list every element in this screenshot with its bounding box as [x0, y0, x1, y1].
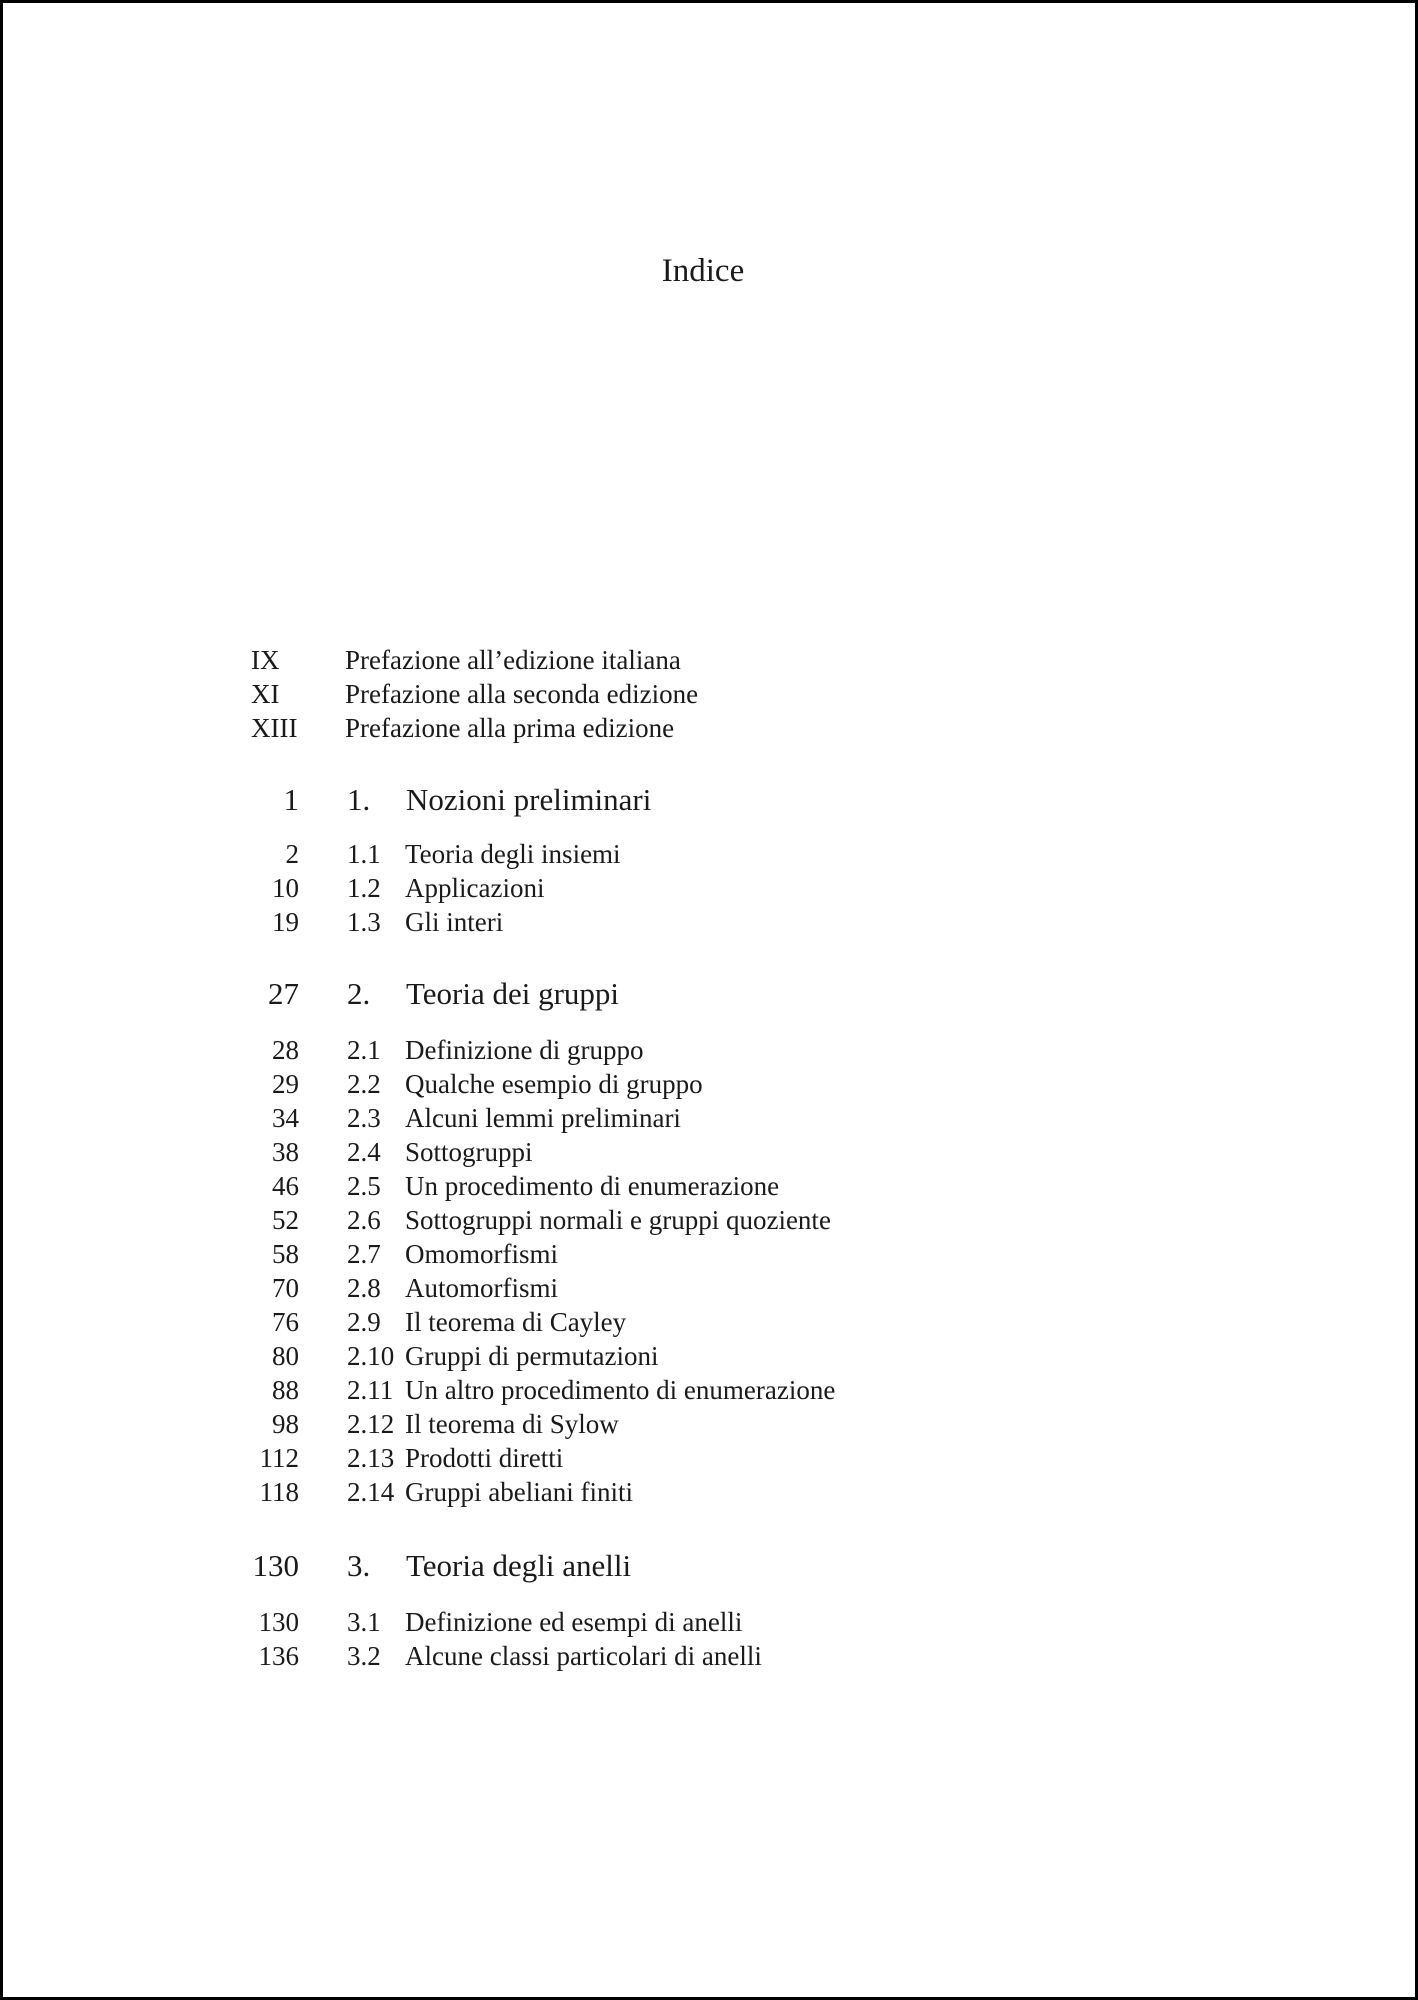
toc-page-number: 10 [272, 873, 299, 903]
toc-page-number: 2 [285, 839, 299, 869]
toc-page-number: 58 [272, 1239, 299, 1269]
toc-section-number: 2.11 [347, 1375, 394, 1405]
toc-page-number: 46 [272, 1171, 299, 1201]
toc-section-number: 2.4 [347, 1137, 381, 1167]
toc-page-number: 136 [258, 1641, 299, 1671]
toc-section-number: 1.1 [347, 839, 381, 869]
toc-section-number: 2.5 [347, 1171, 381, 1201]
toc-section-number: 1.3 [347, 907, 381, 937]
toc-page-number: 88 [272, 1375, 299, 1405]
toc-section-title: Prodotti diretti [405, 1443, 564, 1473]
toc-page-number: 130 [258, 1607, 299, 1637]
toc-section-number: 2.1 [347, 1035, 381, 1065]
toc-section-number: 2.7 [347, 1239, 381, 1269]
toc-section-number: 2.12 [347, 1409, 395, 1439]
toc-section-title: Sottogruppi [405, 1137, 533, 1167]
toc-page-number: XIII [251, 713, 298, 743]
toc-section-title: Il teorema di Cayley [405, 1307, 627, 1337]
toc-page-number: 27 [268, 976, 299, 1011]
toc-page-number: 98 [272, 1409, 299, 1439]
toc-page-number: IX [251, 645, 280, 675]
page-title: Indice [661, 253, 745, 289]
toc-section-number: 2.14 [347, 1477, 395, 1507]
toc-section-title: Gruppi abeliani finiti [405, 1477, 633, 1507]
toc-page-number: 38 [272, 1137, 299, 1167]
toc-section-number: 3.2 [347, 1641, 381, 1671]
toc-section-title: Gruppi di permutazioni [405, 1341, 659, 1371]
toc-section-number: 2.13 [347, 1443, 395, 1473]
toc-section-number: 2.8 [347, 1273, 381, 1303]
toc-page-number: 29 [272, 1069, 299, 1099]
toc-chapter-number: 3. [347, 1548, 371, 1583]
toc-section-title: Teoria degli insiemi [405, 839, 621, 869]
toc-page-number: 112 [259, 1443, 299, 1473]
toc-section-title: Alcune classi particolari di anelli [405, 1641, 762, 1671]
toc-section-number: 3.1 [347, 1607, 381, 1637]
toc-page-number: 76 [272, 1307, 299, 1337]
toc-page-number: 130 [252, 1548, 299, 1583]
toc-section-title: Il teorema di Sylow [405, 1409, 619, 1439]
toc-chapter-title: Teoria degli anelli [406, 1548, 632, 1583]
toc-section-number: 2.3 [347, 1103, 381, 1133]
toc-chapter-number: 2. [347, 976, 371, 1011]
toc-section-number: 2.6 [347, 1205, 381, 1235]
toc-chapter-number: 1. [347, 782, 371, 817]
toc-section-title: Definizione di gruppo [405, 1035, 644, 1065]
toc-chapter-title: Nozioni preliminari [406, 782, 652, 817]
toc-page-number: XI [251, 679, 280, 709]
toc-section-title: Definizione ed esempi di anelli [405, 1607, 743, 1637]
toc-section-title: Applicazioni [405, 873, 545, 903]
toc-section-title: Un altro procedimento di enumerazione [405, 1375, 836, 1405]
toc-section-number: 1.2 [347, 873, 381, 903]
toc-section-title: Gli interi [405, 907, 504, 937]
toc-section-title: Qualche esempio di gruppo [405, 1069, 703, 1099]
toc-section-title: Automorfismi [405, 1273, 558, 1303]
toc-section-title: Alcuni lemmi preliminari [405, 1103, 681, 1133]
toc-entry-title: Prefazione alla seconda edizione [345, 679, 699, 709]
toc-page-number: 19 [272, 907, 299, 937]
toc-section-title: Un procedimento di enumerazione [405, 1171, 780, 1201]
toc-page-number: 34 [272, 1103, 299, 1133]
toc-page-number: 28 [272, 1035, 299, 1065]
toc-section-number: 2.9 [347, 1307, 381, 1337]
toc-section-title: Omomorfismi [405, 1239, 558, 1269]
toc-page-number: 70 [272, 1273, 299, 1303]
toc-page-number: 80 [272, 1341, 299, 1371]
toc-section-number: 2.2 [347, 1069, 381, 1099]
toc-page-number: 1 [283, 782, 299, 817]
toc-page-number: 118 [259, 1477, 299, 1507]
toc-chapter-title: Teoria dei gruppi [406, 976, 620, 1011]
toc-entry-title: Prefazione alla prima edizione [345, 713, 675, 743]
toc-section-number: 2.10 [347, 1341, 395, 1371]
toc-entry-title: Prefazione all’edizione italiana [345, 645, 681, 675]
toc-section-title: Sottogruppi normali e gruppi quoziente [405, 1205, 831, 1235]
toc-page-number: 52 [272, 1205, 299, 1235]
